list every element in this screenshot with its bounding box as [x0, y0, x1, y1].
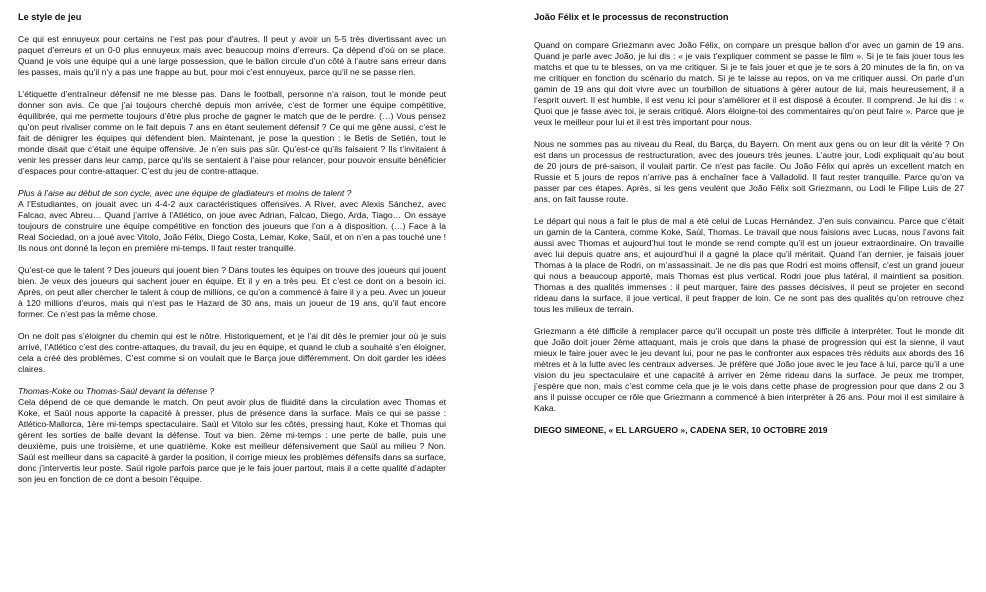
paragraph: L’étiquette d’entraîneur défensif ne me blesse pas. Dans le football, personne n’a raison, tout le monde peut donner son avis. Ce que j’ai toujours cherché depuis mon arrivée, c’est de former une équipe compétitive, équilibrée, qui me permette toujours d’être plus proche de gagner le match que de le perdre. (…) Vous pensez qu’on peut rivaliser comme on le fait depuis 7 ans en étant seulement défensif ? Ce qui me gêne aussi, c’est le fait de dénigrer les équipes qui défendent bien. Maintenant, je pose la question : le Betis de Setién, tout le monde disait que c’était une équipe offensive. Je n’en suis pas sûr. Qu’est-ce qu’ils faisaient ? Ils t’invitaient à venir les presser dans leur camp, parce qu’ils se sentaient à l’aise pour relancer, pour pouvoir ensuite bénéficier d’espaces pour contre-attaquer. C’est du jeu de contre-attaque. [18, 89, 446, 176]
paragraph: Griezmann a été difficile à remplacer parce qu’il occupait un poste très difficile à interpréter. Tout le monde dit que João doit jouer 2ème attaquant, mais je crois que dans la phase de progression qui est la sienne, il vaut mieux le faire jouer avec le jeu devant lui, pour ne pas le confronter aux espaces très réduits aux abords des 16 mètres et à la lutte avec les centraux adverses. Je préfère que João joue avec le jeu face à lui, parce qu’il a une vision du jeu spectaculaire et une capacité à arriver en 2ème rideau dans la surface. Je peux me tromper, j’espère que non, mais c’est comme cela que je le vois dans cette phase de progression pour que dans 2 ou 3 ans il puisse occuper ce rôle que Griezmann a commencé à bien interpréter à 26 ans. Pour moi il est similaire à Kaka. [534, 326, 964, 413]
paragraph: Ce qui est ennuyeux pour certains ne l’est pas pour d’autres. Il peut y avoir un 5-5 très divertissant avec un paquet d’erreurs et un 0-0 plus ennuyeux mais avec beaucoup moins d’erreurs. Ça dépend d’où on se place. Quand je vois une équipe qui a une large possession, que le ballon circule d’un côté à l’autre sans erreur dans les passes, mais qu’il n’y a pas une frappe au but, pour moi c’est ennuyeux, parce qu’il ne se passe rien. [18, 34, 446, 77]
paragraph: On ne doit pas s’éloigner du chemin qui est le nôtre. Historiquement, et je l’ai dit dès le premier jour où je suis arrivé, l’Atlético c’est des contre-attaques, du travail, du jeu en équipe, et quand le club a souhaité s’en éloigner, cela a créé des problèmes. C’est comme si on voulait que le Barça joue différemment. On doit garder les idées claires. [18, 331, 446, 374]
source-signature: DIEGO SIMEONE, « EL LARGUERO », CADENA SER, 10 OCTOBRE 2019 [534, 425, 828, 435]
paragraph: Le départ qui nous a fait le plus de mal a été celui de Lucas Hernández. J’en suis convaincu. Parce que c’était un gamin de la Cantera, comme Koke, Saúl, Thomas. Le travail que nous faisions avec Lucas, nous l’avons fait aussi avec Thomas et aujourd’hui tout le monde se rend compte qu’il est un joueur extraordinaire. On travaille avec lui depuis quatre ans, et aujourd’hui il a gagné la place qu’il méritait. Quand l’an dernier, je faisais jouer Thomas à la place de Rodri, on m’assassinait. Je ne dis pas que Rodri est moins offensif, c’est un grand joueur qui nous a beaucoup apporté, mais Thomas est plus vertical. Rodri joue plus latéral, il maintient sa position. Thomas a des qualités immenses : il peut marquer, faire des passes décisives, il peut se projeter en second rideau dans la surface, il joue vertical, il peut frapper de loin. Ce ne sont pas des qualités qu’on retrouve chez tous les milieux de terrain. [534, 216, 964, 314]
left-page-body [18, 34, 446, 485]
left-page-title: Le style de jeu [18, 12, 82, 22]
paragraph: Quand on compare Griezmann avec João Félix, on compare un presque ballon d’or avec un gamin de 19 ans. Quand je parle avec João, je lui dis : « je vais t’expliquer comment se passe le film ». Si je te fais jouer tous les matchs et que tu te blesses, on va me critiquer. Si je te fais jouer et que je te sors à 20 minutes de la fin, on va me critiquer en fonction du scénario du match. Si je te laisse au repos, on va me critiquer aussi. On parle d’un gamin de 19 ans qui doit vivre avec un tourbillon de situations à gérer autour de lui, mais heureusement, il a l’esprit ouvert. Il est humble, il est venu ici pour s’améliorer et il est disposé à écouter. Il comprend. Je lui dis : « Quoi que je fasse avec toi, je serais critiqué. Alors éloigne-toi des commentaires qu’on peut faire ». Parce que je veux le meilleur pour lui et il est très important pour nous. [534, 40, 964, 127]
interview-question: Thomas-Koke ou Thomas-Saúl devant la défense ? [18, 386, 215, 396]
paragraph: Qu’est-ce que le talent ? Des joueurs qui jouent bien ? Dans toutes les équipes on trouve des joueurs qui jouent bien. Je veux des joueurs qui sachent jouer en équipe. Et il y en a très peu. Et c’est ce dont on a besoin ici. Après, on peut aller chercher le talent à coup de millions, ce qu’on a commencé à faire il y a peu. Avec un joueur à 120 millions d’euros, mais qui n’est pas le Hazard de 30 ans, mais un joueur de 19 ans, qu’il faut encore former. Ce n’est pas la même chose. [18, 265, 446, 319]
paragraph: Cela dépend de ce que demande le match. On peut avoir plus de fluidité dans la circulation avec Thomas et Koke, et Saúl nous apporte la capacité à presser, plus de présence dans la surface. Mais ce qui se passe : Atlético-Mallorca, 1ère mi-temps spectaculaire. Saúl et Vitolo sur les côtés, pressing haut, Koke et Thomas qui gèrent les sorties de balle devant la défense. Tout va bien. 2ème mi-temps : une perte de balle, puis une deuxième, puis une troisième, et une quatrième. Koke est meilleur défensivement que Saúl au milieu ? Non. Saúl est meilleur dans sa capacité à garder la position, il corrige mieux les problèmes défensifs dans sa surface, donc j’intervertis leur poste. Saúl rigole parfois parce que je le fais jouer partout, mais il a cette qualité d’adapter son jeu en fonction de ce dont a besoin l’équipe. [18, 397, 446, 484]
interview-question: Plus à l’aise au début de son cycle, avec une équipe de gladiateurs et moins de talent ? [18, 188, 352, 198]
paragraph: Nous ne sommes pas au niveau du Real, du Barça, du Bayern. On ment aux gens ou on leur dit la vérité ? On est dans un processus de restructuration, avec des joueurs très jeunes. L’autre jour, Lodi expliquait qu’au bout de 20 jours de pré-saison, il voulait partir. Ce n’est pas facile. Ou João Félix qui après un excellent match en Russie et 5 jours de repos n’arrive pas à enchaîner face à Valladolid. Il faut rester tranquille. Parce qu’on va passer par ces étapes. Après, si les gens veulent que João Félix soit Griezmann, ou Lodi le Filipe Luis de 27 ans, on fait fausse route. [534, 139, 964, 204]
right-page-body [534, 40, 964, 436]
paragraph: A l’Estudiantes, on jouait avec un 4-4-2 aux caractéristiques offensives. A River, avec Alexis Sánchez, avec Falcao, avec Abreu… Quand j’arrive à l’Atlético, on joue avec Adrian, Falcao, Diego, Arda, Tiago… On essaye toujours de construire une équipe compétitive en fonction des joueurs que l’on a à disposition. (…) Face à la Real Sociedad, on a joué avec Vitolo, João Félix, Diego Costa, Lemar, Koke, Saúl, et on n’en a pas touché une ! Ils nous ont donné la leçon en première mi-temps. Il faut rester tranquille. [18, 199, 446, 253]
right-page-title: João Félix et le processus de reconstruction [534, 12, 729, 22]
